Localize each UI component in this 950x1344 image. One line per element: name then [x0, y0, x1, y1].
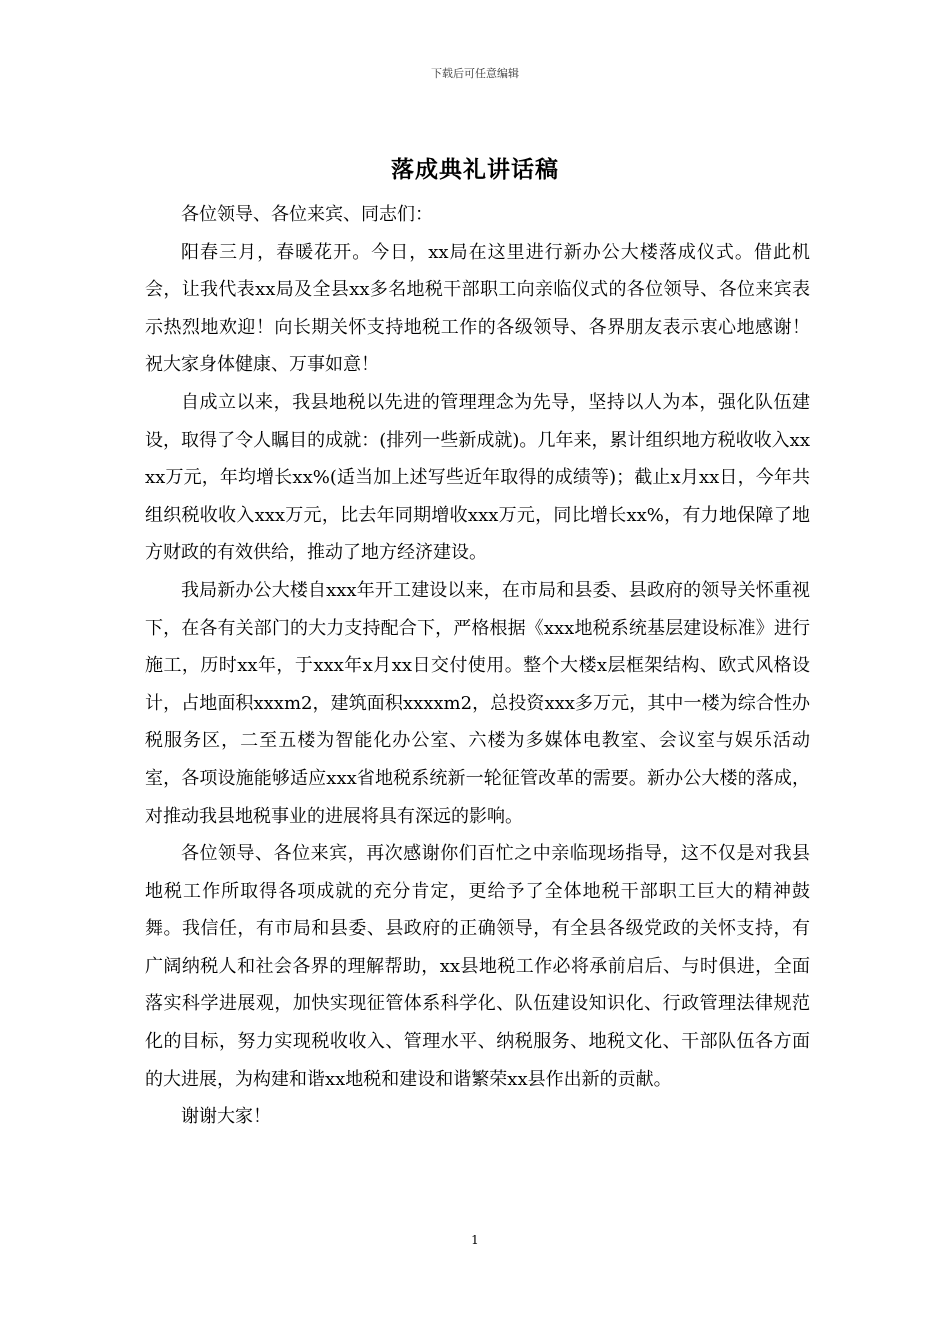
paragraph-achievements: 自成立以来，我县地税以先进的管理理念为先导，坚持以人为本，强化队伍建设，取得了令人瞩目的成就：(排列一些新成就)。几年来，累计组织地方税收收入xxxx万元，年均增长xx%(适当加上述写些近年取得的成绩等)；截止x月xx日，今年共组织税收收入xxx万元，比去年同期增收xxx万元，同比增长xx%，有力地保障了地方财政的有效供给，推动了地方经济建设。: [145, 391, 810, 564]
page-header-note: 下载后可任意编辑: [431, 67, 519, 80]
paragraph-closing: 谢谢大家！: [181, 1106, 271, 1128]
document-title: 落成典礼讲话稿: [391, 156, 559, 183]
paragraph-salutation: 各位领导、各位来宾、同志们：: [181, 204, 433, 225]
paragraph-welcome: 阳春三月，春暖花开。今日，xx局在这里进行新办公大楼落成仪式。借此机会，让我代表xx局及全县xx多名地税干部职工向亲临仪式的各位领导、各位来宾表示热烈地欢迎！向长期关怀支持地税工作的各级领导、各界朋友表示衷心地感谢！祝大家身体健康、万事如意！: [145, 241, 810, 376]
page-number: 1: [471, 1233, 479, 1247]
document-body: [145, 196, 810, 1136]
paragraph-building: 我局新办公大楼自xxx年开工建设以来，在市局和县委、县政府的领导关怀重视下，在各有关部门的大力支持配合下，严格根据《xxx地税系统基层建设标准》进行施工，历时xx年，于xxx年x月xx日交付使用。整个大楼x层框架结构、欧式风格设计，占地面积xxxm2，建筑面积xxxxm2，总投资xxx多万元，其中一楼为综合性办税服务区，二至五楼为智能化办公室、六楼为多媒体电教室、会议室与娱乐活动室，各项设施能够适应xxx省地税系统新一轮征管改革的需要。新办公大楼的落成，对推动我县地税事业的进展将具有深远的影响。: [145, 579, 810, 827]
paragraph-thanks: 各位领导、各位来宾，再次感谢你们百忙之中亲临现场指导，这不仅是对我县地税工作所取得各项成就的充分肯定，更给予了全体地税干部职工巨大的精神鼓舞。我信任，有市局和县委、县政府的正确领导，有全县各级党政的关怀支持，有广阔纳税人和社会各界的理解帮助，xx县地税工作必将承前启后、与时俱进，全面落实科学进展观，加快实现征管体系科学化、队伍建设知识化、行政管理法律规范化的目标，努力实现税收收入、管理水平、纳税服务、地税文化、干部队伍各方面的大进展，为构建和谐xx地税和建设和谐繁荣xx县作出新的贡献。: [145, 843, 810, 1090]
